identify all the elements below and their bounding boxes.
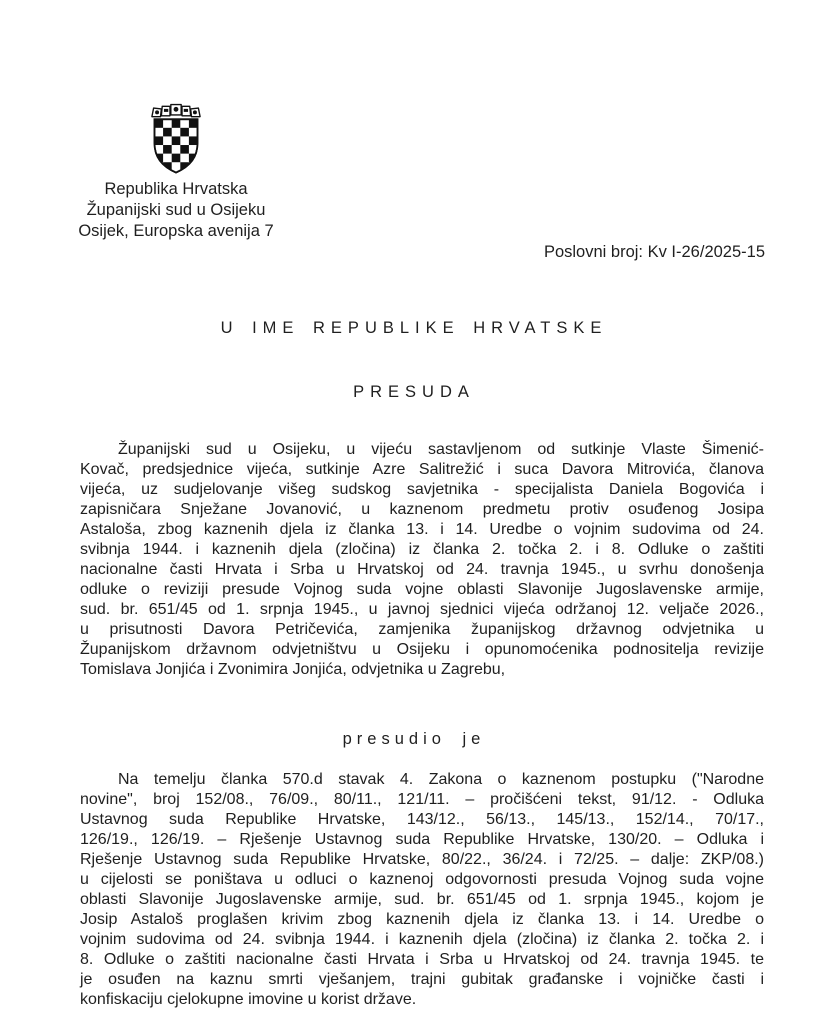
paragraph-line: je osuđen na kaznu smrti vješanjem, trajni gubitak građanske i vojničke časti i xyxy=(80,971,764,988)
case-number: Poslovni broj: Kv I-26/2025-15 xyxy=(543,243,765,261)
paragraph-line: Rješenje Ustavnog suda Republike Hrvatske, 80/22., 36/24. i 72/25. – dalje: ZKP/08.) xyxy=(80,851,764,868)
title-judgment: PRESUDA xyxy=(353,383,475,401)
paragraph-line: Županijskom državnom odvjetništvu u Osijeku i opunomoćenika podnositelja revizije xyxy=(80,641,764,658)
paragraph-line: sud. br. 651/45 od 1. srpnja 1945., u javnoj sjednici vijeća održanoj 12. veljače 2026., xyxy=(80,601,764,618)
paragraph-line: Županijski sud u Osijeku, u vijeću sastavljenom od sutkinje Vlaste Šimenić- xyxy=(118,441,764,458)
paragraph-line: novine", broj 152/08., 76/09., 80/11., 121/11. – pročišćeni tekst, 91/12. - Odluka xyxy=(80,791,764,808)
paragraph-line: Na temelju članka 570.d stavak 4. Zakona o kaznenom postupku ("Narodne xyxy=(118,771,764,788)
paragraph-line: konfiskaciju cjelokupne imovine u korist države. xyxy=(80,991,417,1008)
paragraph-line: Ustavnog suda Republike Hrvatske, 143/12., 56/13., 145/13., 152/14., 70/17., xyxy=(80,811,764,828)
croatian-coat-of-arms-icon xyxy=(149,102,203,176)
paragraph-line: vojnim sudovima od 24. svibnja 1944. i kaznenih djela (zločina) iz članka 2. točka 2. i xyxy=(80,931,764,948)
paragraph-line: Astaloša, zbog kaznenih djela iz članka 13. i 14. Uredbe o vojnim sudovima od 24. xyxy=(80,521,764,538)
paragraph-line: Tomislava Jonjića i Zvonimira Jonjića, odvjetnika u Zagrebu, xyxy=(80,661,506,678)
introduction-paragraph xyxy=(80,440,764,680)
paragraph-line: 126/19., 126/19. – Rješenje Ustavnog suda Republike Hrvatske, 130/20. – Odluka i xyxy=(80,831,764,848)
paragraph-line: u cijelosti se poništava u odluci o kaznenoj odgovornosti presuda Vojnog suda vojne xyxy=(80,871,764,888)
paragraph-line: Kovač, predsjednice vijeća, sutkinje Azre Salitrežić i suca Davora Mitrovića, članova xyxy=(80,461,764,478)
title-in-the-name-of-republic: U IME REPUBLIKE HRVATSKE xyxy=(220,319,608,337)
paragraph-line: oblasti Slavonije Jugoslavenske armije, sud. br. 651/45 od 1. srpnja 1945., kojom je xyxy=(80,891,764,908)
decision-paragraph xyxy=(80,770,764,1010)
paragraph-line: Josip Astaloš proglašen krivim zbog kaznenih djela iz članka 13. i 14. Uredbe o xyxy=(80,911,764,928)
institution-address: Osijek, Europska avenija 7 xyxy=(78,222,274,240)
paragraph-line: zapisničara Snježane Jovanović, u kaznenom predmetu protiv osuđenog Josipa xyxy=(80,501,764,518)
paragraph-line: 8. Odluke o zaštiti nacionalne časti Hrvata i Srba u Hrvatskoj od 24. travnja 1945. te xyxy=(80,951,764,968)
title-decided: presudio je xyxy=(342,730,486,748)
paragraph-line: vijeća, uz sudjelovanje višeg sudskog savjetnika - specijalista Daniela Bogovića i xyxy=(80,481,764,498)
paragraph-line: u prisutnosti Davora Petričevića, zamjenika županijskog državnog odvjetnika u xyxy=(80,621,764,638)
paragraph-line: odluke o reviziji presude Vojnog suda vojne oblasti Slavonije Jugoslavenske armije, xyxy=(80,581,764,598)
letterhead xyxy=(62,102,290,242)
institution-court: Županijski sud u Osijeku xyxy=(86,201,266,219)
paragraph-line: nacionalne časti Hrvata i Srba u Hrvatskoj od 24. travnja 1945., u svrhu donošenja xyxy=(80,561,764,578)
institution-country: Republika Hrvatska xyxy=(104,180,248,198)
paragraph-line: svibnja 1944. i kaznenih djela (zločina) iz članka 2. točka 2. i 8. Odluke o zaštiti xyxy=(80,541,764,558)
